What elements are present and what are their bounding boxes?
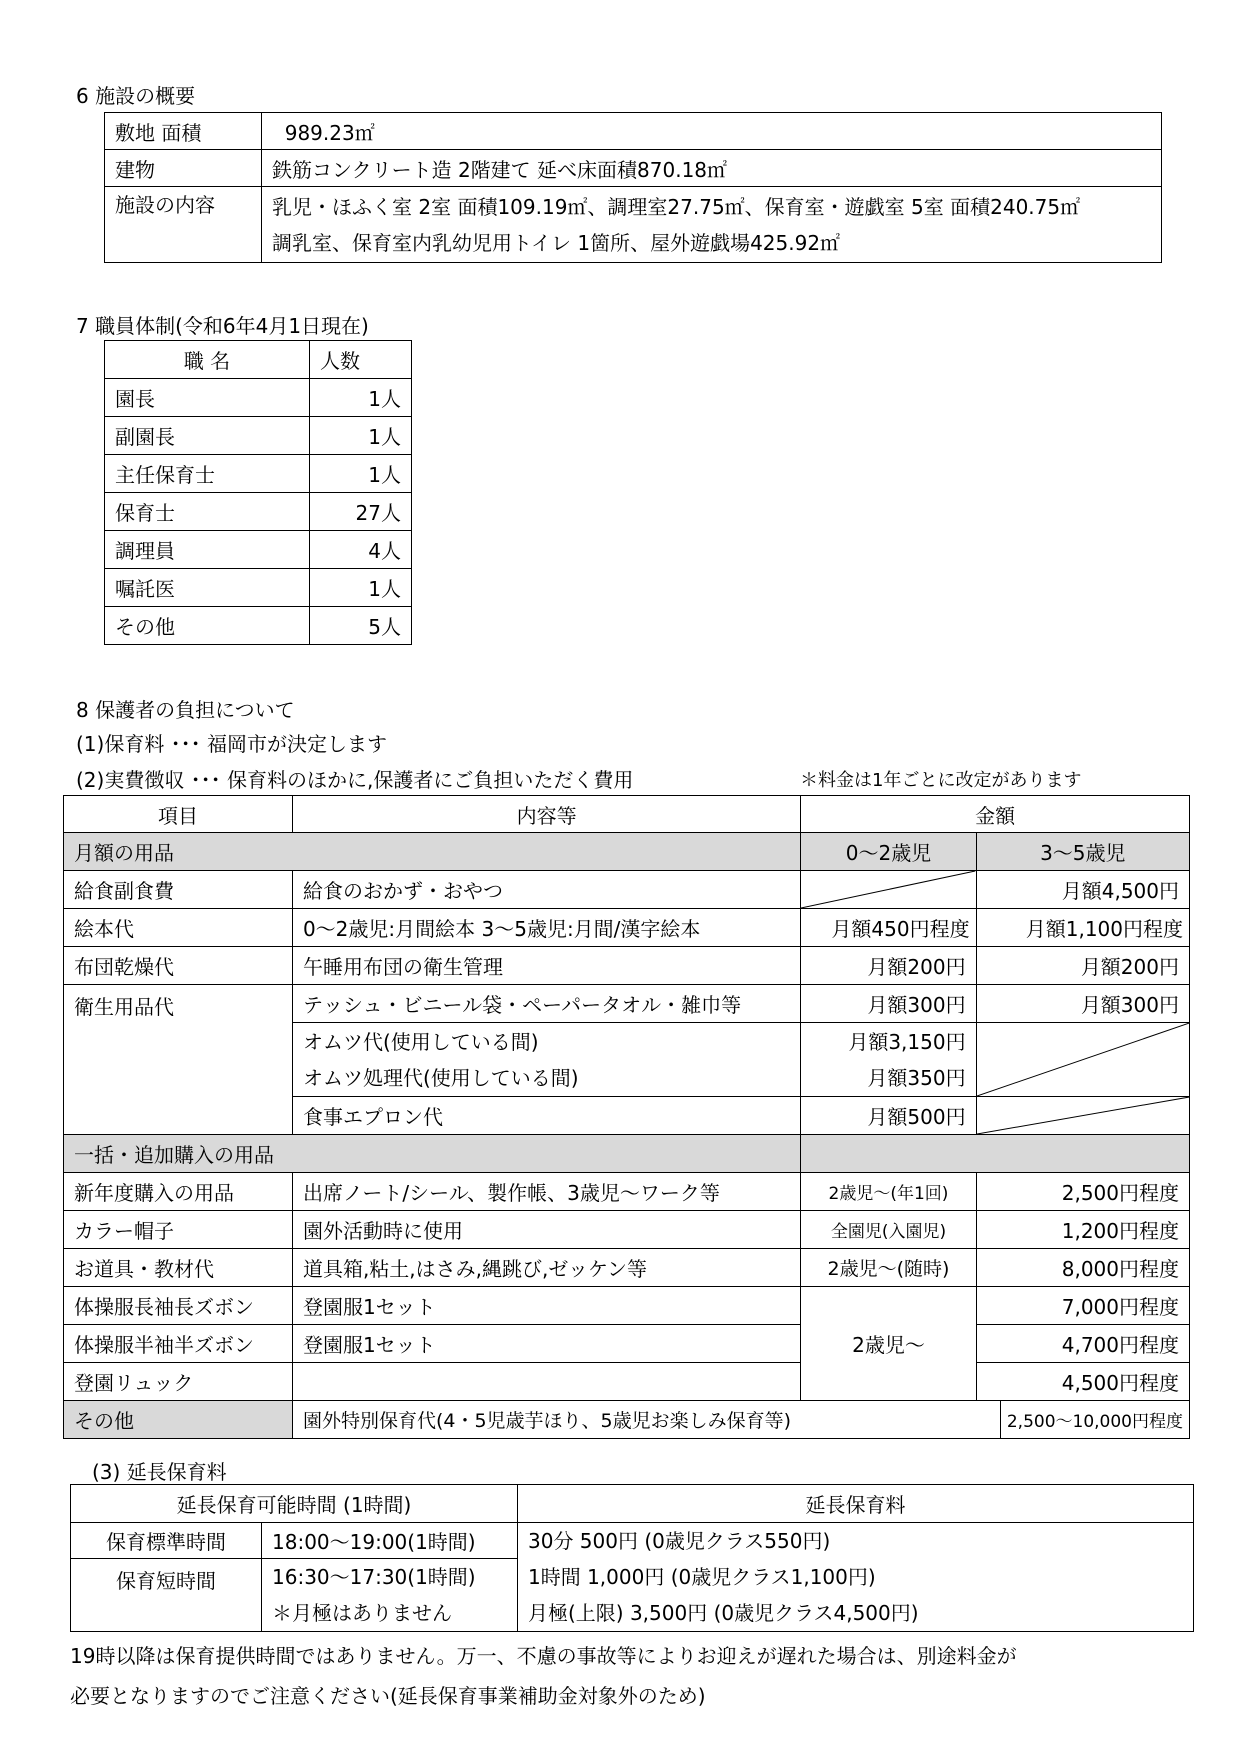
fee-item: 新年度購入の用品 (64, 1173, 293, 1211)
fee-content: テッシュ・ビニール袋・ペーパータオル・雑巾等 (292, 985, 800, 1023)
fee-amount: 2,500〜10,000円程度 (1000, 1401, 1189, 1439)
facility-label: 建物 (105, 150, 262, 187)
header-amount: 金額 (801, 796, 1190, 833)
header-fee: 延長保育料 (518, 1485, 1194, 1523)
fee-amount: 月額200円 (976, 947, 1189, 985)
facility-value: 乳児・ほふく室 2室 面積109.19㎡、調理室27.75㎡、保育室・遊戯室 5室 面積240.75㎡ 調乳室、保育室内乳幼児用トイレ 1箇所、屋外遊戯場425.92㎡ (262, 187, 1162, 263)
staff-role: 調理員 (105, 531, 310, 569)
fee-table (63, 795, 1190, 1439)
facility-value: 鉄筋コンクリート造 2階建て 延べ床面積870.18㎡ (262, 150, 1162, 187)
fee-subheading-1: (1)保育料 ･･･ 福岡市が決定します (76, 732, 388, 756)
fee-subheading-2: (2)実費徴収 ･･･ 保育料のほかに,保護者にご負担いただく費用 (76, 768, 634, 792)
fee-amount: 月額3,150円 月額350円 (801, 1023, 976, 1097)
fee-content: 登園服1セット (292, 1287, 800, 1325)
facility-table (104, 112, 1162, 263)
fee-amount: 4,500円程度 (976, 1363, 1189, 1401)
fee-line: 30分 500円 (0歳児クラス550円) (528, 1529, 831, 1553)
extended-care-heading: (3) 延長保育料 (92, 1460, 227, 1484)
fee-content: 午睡用布団の衛生管理 (292, 947, 800, 985)
staff-role: 園長 (105, 379, 310, 417)
standard-time: 18:00〜19:00(1時間) (262, 1523, 518, 1559)
staff-role: その他 (105, 607, 310, 645)
facility-value: 989.23㎡ (262, 113, 1162, 150)
fee-content: 給食のおかず・おやつ (292, 871, 800, 909)
fee-target-merged: 2歳児〜 (801, 1287, 976, 1401)
fee-content: 園外特別保育代(4・5児歳芋ほり、5歳児お楽しみ保育等) (292, 1401, 1000, 1439)
fee-item: カラー帽子 (64, 1211, 293, 1249)
standard-label: 保育標準時間 (71, 1523, 262, 1559)
fee-content: 0〜2歳児:月間絵本 3〜5歳児:月間/漢字絵本 (292, 909, 800, 947)
fee-content: 登園服1セット (292, 1325, 800, 1363)
fee-item: 体操服長袖長ズボン (64, 1287, 293, 1325)
extended-care-table (70, 1484, 1194, 1632)
fee-content: 園外活動時に使用 (292, 1211, 800, 1249)
fee-item: 布団乾燥代 (64, 947, 293, 985)
staff-count: 1人 (310, 455, 412, 493)
bulk-section-blank (801, 1135, 1190, 1173)
staff-header-count: 人数 (310, 341, 412, 379)
staff-role: 保育士 (105, 493, 310, 531)
staff-role: 主任保育士 (105, 455, 310, 493)
empty-diagonal-cell (801, 871, 976, 909)
fee-amount: 月額300円 (801, 985, 976, 1023)
fee-amount: 月額4,500円 (976, 871, 1189, 909)
section-7-heading: 7 職員体制(令和6年4月1日現在) (76, 314, 369, 338)
fee-amount: 8,000円程度 (976, 1249, 1189, 1287)
age-3-5-header: 3〜5歳児 (976, 833, 1189, 871)
fee-amount: 月額450円程度 (801, 909, 976, 947)
fee-content: 食事エプロン代 (292, 1097, 800, 1135)
header-item: 項目 (64, 796, 293, 833)
extended-fee-list (518, 1523, 1194, 1632)
fee-item-other: その他 (64, 1401, 293, 1439)
fee-item: 体操服半袖半ズボン (64, 1325, 293, 1363)
staff-role: 嘱託医 (105, 569, 310, 607)
fee-content (292, 1363, 800, 1401)
fee-line: 1時間 1,000円 (0歳児クラス1,100円) (528, 1565, 876, 1589)
staff-count: 1人 (310, 417, 412, 455)
staff-count: 5人 (310, 607, 412, 645)
age-0-2-header: 0〜2歳児 (801, 833, 976, 871)
staff-count: 27人 (310, 493, 412, 531)
staff-count: 4人 (310, 531, 412, 569)
facility-label: 敷地 面積 (105, 113, 262, 150)
staff-role: 副園長 (105, 417, 310, 455)
section-8-heading: 8 保護者の負担について (76, 698, 295, 722)
fee-target: 2歳児〜(年1回) (801, 1173, 976, 1211)
fee-content: 道具箱,粘土,はさみ,縄跳び,ゼッケン等 (292, 1249, 800, 1287)
fee-content: 出席ノート/シール、製作帳、3歳児〜ワーク等 (292, 1173, 800, 1211)
fee-item: 登園リュック (64, 1363, 293, 1401)
fee-amount: 月額300円 (976, 985, 1189, 1023)
fee-amount: 1,200円程度 (976, 1211, 1189, 1249)
short-label: 保育短時間 (71, 1559, 262, 1632)
fee-item: お道具・教材代 (64, 1249, 293, 1287)
fee-item: 給食副食費 (64, 871, 293, 909)
header-content: 内容等 (292, 796, 800, 833)
facility-label: 施設の内容 (105, 187, 262, 263)
fee-amount: 月額1,100円程度 (976, 909, 1189, 947)
footer-note-2: 必要となりますのでご注意ください(延長保育事業補助金対象外のため) (70, 1684, 706, 1708)
short-time: 16:30〜17:30(1時間) ＊月極はありません (262, 1559, 518, 1632)
fee-amount: 2,500円程度 (976, 1173, 1189, 1211)
header-time: 延長保育可能時間 (1時間) (71, 1485, 518, 1523)
bulk-section-header: 一括・追加購入の用品 (64, 1135, 801, 1173)
fee-item: 絵本代 (64, 909, 293, 947)
fee-amount: 4,700円程度 (976, 1325, 1189, 1363)
staff-table (104, 340, 412, 645)
fee-note: ＊料金は1年ごとに改定があります (800, 770, 1082, 791)
empty-diagonal-cell (976, 1023, 1189, 1097)
fee-target: 2歳児〜(随時) (801, 1249, 976, 1287)
staff-count: 1人 (310, 569, 412, 607)
fee-target: 全園児(入園児) (801, 1211, 976, 1249)
fee-item: 衛生用品代 (64, 985, 293, 1135)
footer-note-1: 19時以降は保育提供時間ではありません。万一、不慮の事故等によりお迎えが遅れた場合は、別途料金が (70, 1644, 1017, 1668)
fee-amount: 7,000円程度 (976, 1287, 1189, 1325)
monthly-section-header: 月額の用品 (64, 833, 801, 871)
section-6-heading: 6 施設の概要 (76, 84, 196, 108)
fee-amount: 月額200円 (801, 947, 976, 985)
fee-content: オムツ代(使用している間) オムツ処理代(使用している間) (292, 1023, 800, 1097)
staff-count: 1人 (310, 379, 412, 417)
staff-header-role: 職 名 (105, 341, 310, 379)
fee-amount: 月額500円 (801, 1097, 976, 1135)
fee-line: 月極(上限) 3,500円 (0歳児クラス4,500円) (528, 1601, 919, 1625)
empty-diagonal-cell (976, 1097, 1189, 1135)
